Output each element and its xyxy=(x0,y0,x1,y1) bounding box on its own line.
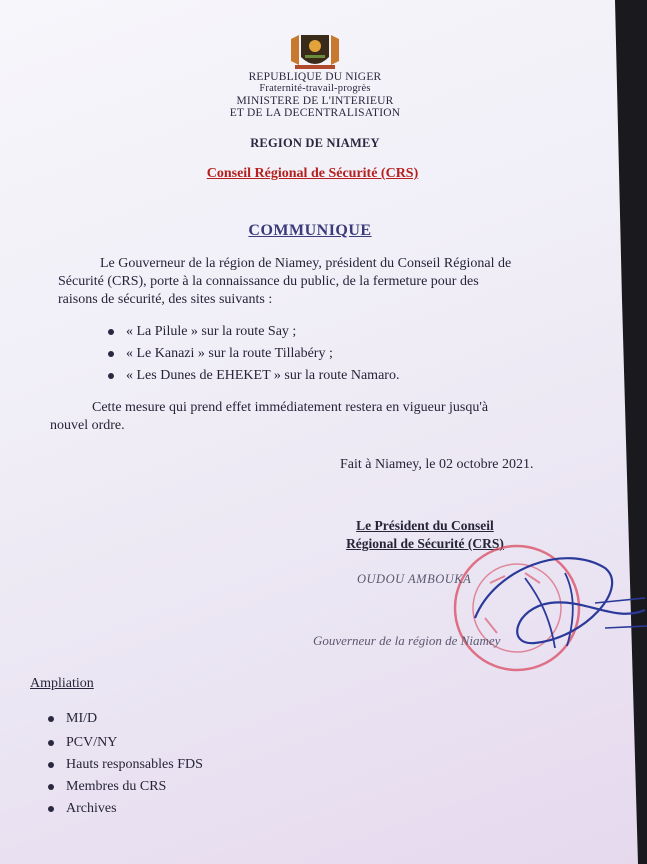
signatory-title-line-1: Le Président du Conseil xyxy=(356,518,494,533)
bullet-icon xyxy=(48,806,54,812)
paragraph-2-line-2: nouvel ordre. xyxy=(50,418,125,433)
signatory-role: Gouverneur de la région de Niamey xyxy=(313,633,501,648)
coat-of-arms-emblem xyxy=(285,31,345,76)
paragraph-2-line-1: Cette mesure qui prend effet immédiatement restera en vigueur jusqu'à xyxy=(92,400,489,415)
date-line: Fait à Niamey, le 02 octobre 2021. xyxy=(340,457,534,472)
ampliation-heading: Ampliation xyxy=(30,676,94,691)
list-item: Archives xyxy=(48,801,117,817)
list-item: PCV/NY xyxy=(48,735,117,751)
list-item: Membres du CRS xyxy=(48,779,166,795)
bullet-icon xyxy=(108,351,114,357)
paragraph-1-line-2: Sécurité (CRS), porte à la connaissance du public, de la fermeture pour des xyxy=(58,274,479,289)
handwritten-signature-icon xyxy=(455,548,647,673)
bullet-icon xyxy=(48,784,54,790)
region-heading: REGION DE NIAMEY xyxy=(250,136,380,150)
bullet-icon xyxy=(48,716,54,722)
list-item: « Le Kanazi » sur la route Tillabéry ; xyxy=(108,346,333,362)
republic-heading: REPUBLIQUE DU NIGER xyxy=(248,71,382,83)
bullet-icon xyxy=(48,740,54,746)
bullet-icon xyxy=(108,373,114,379)
document-title: COMMUNIQUE xyxy=(248,222,372,239)
list-item: Hauts responsables FDS xyxy=(48,757,203,773)
national-motto: Fraternité-travail-progrès xyxy=(259,83,371,94)
list-item: « Les Dunes de EHEKET » sur la route Namaro. xyxy=(108,368,399,384)
bullet-icon xyxy=(48,762,54,768)
council-title: Conseil Régional de Sécurité (CRS) xyxy=(206,166,419,181)
paragraph-1-line-1: Le Gouverneur de la région de Niamey, président du Conseil Régional de xyxy=(100,256,512,271)
signatory-title-line-2: Régional de Sécurité (CRS) xyxy=(346,536,504,551)
signatory-name: OUDOU AMBOUKA xyxy=(357,572,472,586)
ministry-line-2: ET DE LA DECENTRALISATION xyxy=(229,107,401,119)
list-item: MI/D xyxy=(48,711,97,727)
list-item: « La Pilule » sur la route Say ; xyxy=(108,324,296,340)
paragraph-1-line-3: raisons de sécurité, des sites suivants : xyxy=(58,292,273,307)
bullet-icon xyxy=(108,329,114,335)
ministry-line-1: MINISTERE DE L'INTERIEUR xyxy=(236,95,394,107)
